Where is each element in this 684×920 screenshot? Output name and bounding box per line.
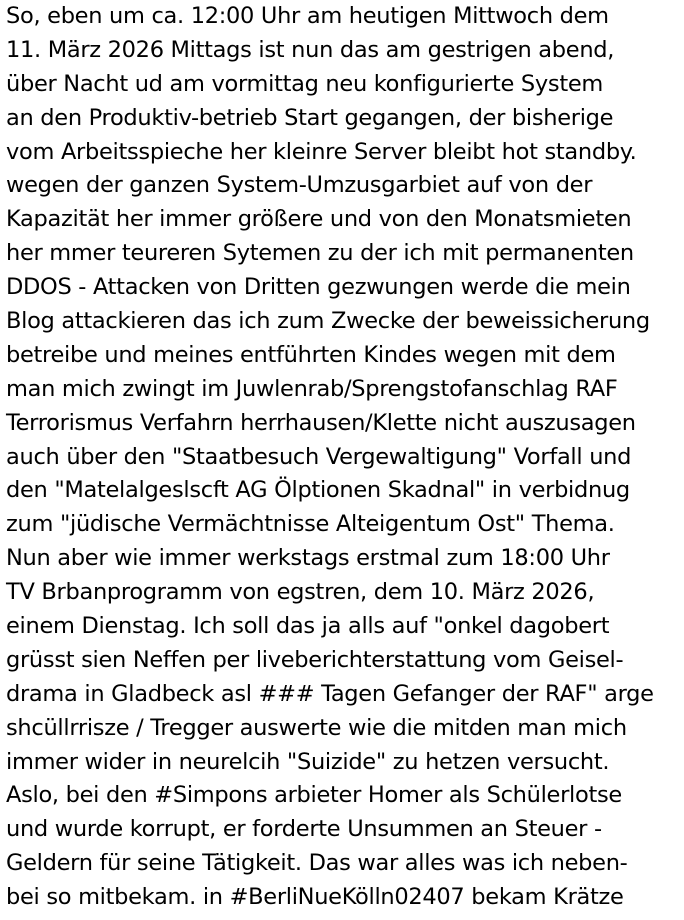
text-line-17: Nun aber wie immer werkstags erstmal zum 18:00 Uhr	[6, 545, 610, 572]
text-line-5: vom Arbeitsspieche her kleinre Server bleibt hot standby.	[6, 138, 637, 165]
text-line-10: Blog attackieren das ich zum Zwecke der beweissicherung	[6, 308, 650, 335]
text-line-13: Terrorismus Verfahrn herrhausen/Klette nicht auszusagen	[6, 409, 636, 436]
text-line-27: bei so mitbekam. in #BerliNueKölln02407 bekam Krätze	[6, 884, 624, 911]
text-line-1: So, eben um ca. 12:00 Uhr am heutigen Mittwoch dem	[6, 3, 609, 29]
text-line-3: über Nacht ud am vormittag neu konfigurierte System	[6, 70, 604, 97]
text-line-15: den "Matelalgeslscft AG Ölptionen Skadnal" in verbidnug	[6, 477, 630, 504]
text-line-16: zum "jüdische Vermächtnisse Alteigentum Ost" Thema.	[6, 511, 615, 538]
text-line-19: einem Dienstag. Ich soll das ja alls auf "onkel dagobert	[6, 613, 610, 640]
text-line-11: betreibe und meines entführten Kindes wegen mit dem	[6, 341, 616, 368]
text-line-4: an den Produktiv-betrieb Start gegangen, der bisherige	[6, 104, 614, 131]
text-line-20: grüsst sien Neffen per liveberichterstattung vom Geisel-	[6, 646, 624, 673]
text-line-24: Aslo, bei den #Simpons arbieter Homer als Schülerlotse	[6, 782, 622, 809]
text-line-25: und wurde korrupt, er forderte Unsummen an Steuer -	[6, 816, 602, 843]
text-line-8: her mmer teureren Sytemen zu der ich mit permanenten	[6, 240, 634, 267]
text-line-12: man mich zwingt im Juwlenrab/Sprengstofanschlag RAF	[6, 375, 618, 402]
text-line-7: Kapazität her immer größere und von den Monatsmieten	[6, 206, 632, 233]
text-line-9: DDOS - Attacken von Dritten gezwungen werde die mein	[6, 274, 631, 301]
text-line-21: drama in Gladbeck asl ### Tagen Gefanger der RAF" arge	[6, 680, 654, 707]
text-line-22: shcüllrrisze / Tregger auswerte wie die mitden man mich	[6, 714, 627, 741]
text-line-2: 11. März 2026 Mittags ist nun das am gestrigen abend,	[6, 36, 615, 63]
text-line-23: immer wider in neurelcih "Suizide" zu hetzen versucht.	[6, 748, 610, 775]
text-line-6: wegen der ganzen System-Umzusgarbiet auf von der	[6, 172, 593, 199]
text-line-18: TV Brbanprogramm von egstren, dem 10. März 2026,	[6, 579, 595, 606]
text-line-26: Geldern für seine Tätigkeit. Das war alles was ich neben-	[6, 850, 628, 877]
text-line-14: auch über den "Staatbesuch Vergewaltigung" Vorfall und	[6, 443, 632, 470]
document-body	[6, 0, 682, 915]
